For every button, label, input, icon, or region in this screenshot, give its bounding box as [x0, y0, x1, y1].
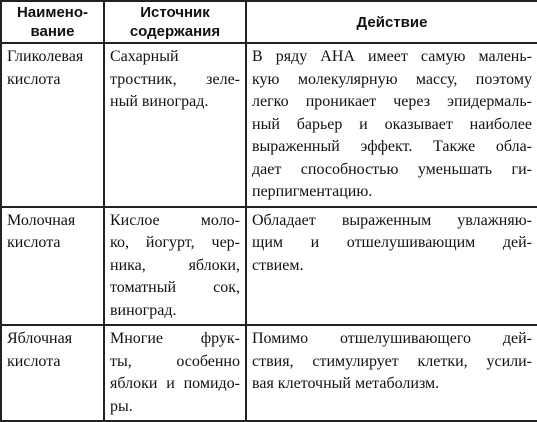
header-row [1, 1, 537, 43]
cell-line: щим и отшелушивающим дей- [252, 234, 532, 251]
cell-line: ты, особенно [110, 352, 240, 370]
cell-line: ный виноград. [110, 93, 209, 110]
cell-line: Помимо отшелушивающего дей- [252, 330, 532, 347]
cell-line: ника, яблоки, [110, 256, 240, 274]
cell-line: вая клеточный метаболизм. [252, 375, 440, 392]
cell-line: выраженный эффект. Также обла- [252, 138, 532, 155]
cell-line: кислота [7, 352, 61, 370]
cell-line: ный барьер и оказывает наиболее [252, 115, 532, 133]
cell-line: Обладает выраженным увлажняю- [252, 211, 532, 229]
cell-line: Кислое моло- [110, 211, 240, 229]
header-name [1, 1, 104, 43]
header-name-line: Наимено- [16, 4, 89, 21]
cell-line: яблоки и помидо- [110, 375, 240, 392]
cell-source [104, 207, 246, 326]
header-action-line: Действие [356, 13, 428, 31]
cell-line: ствия, стимулирует клетки, усили- [252, 352, 532, 370]
header-name-line: вание [30, 23, 75, 40]
cell-line: виноград. [110, 301, 177, 319]
cell-line: В ряду АНА имеет самую малень- [252, 48, 532, 65]
table-row [1, 43, 537, 207]
cell-source [104, 43, 246, 207]
cell-line: ко, йогурт, чер- [110, 234, 240, 251]
table-row [1, 207, 537, 326]
cell-line: Многие фрук- [110, 330, 240, 347]
cell-action [246, 43, 537, 207]
cell-line: легко проникает через эпидермаль- [252, 93, 532, 110]
cell-source [104, 325, 246, 421]
cell-action [246, 207, 537, 326]
cell-line: Молочная [7, 211, 76, 229]
cell-line: кую молекулярную массу, поэтому [252, 70, 532, 88]
cell-name [1, 43, 104, 207]
cell-line: Яблочная [7, 330, 73, 347]
cell-line: кислота [7, 234, 61, 251]
cell-line: Гликолевая [7, 48, 84, 65]
header-source-line: содержания [129, 23, 221, 40]
cell-name [1, 207, 104, 326]
cell-line: ствием. [252, 256, 304, 274]
cell-line: Сахарный [110, 48, 179, 65]
cell-name [1, 325, 104, 421]
table-row [1, 325, 537, 421]
cell-action [246, 325, 537, 421]
header-action [246, 1, 537, 43]
cell-line: томатный сок, [110, 279, 240, 296]
cell-line: ры. [110, 397, 133, 415]
cell-line: тростник, зеле- [110, 70, 240, 88]
header-source [104, 1, 246, 43]
cell-line: дает способностью уменьшать ги- [252, 160, 532, 178]
cell-line: кислота [7, 70, 61, 88]
header-source-line: Источник [140, 4, 210, 21]
cell-line: перпигментацию. [252, 183, 373, 200]
